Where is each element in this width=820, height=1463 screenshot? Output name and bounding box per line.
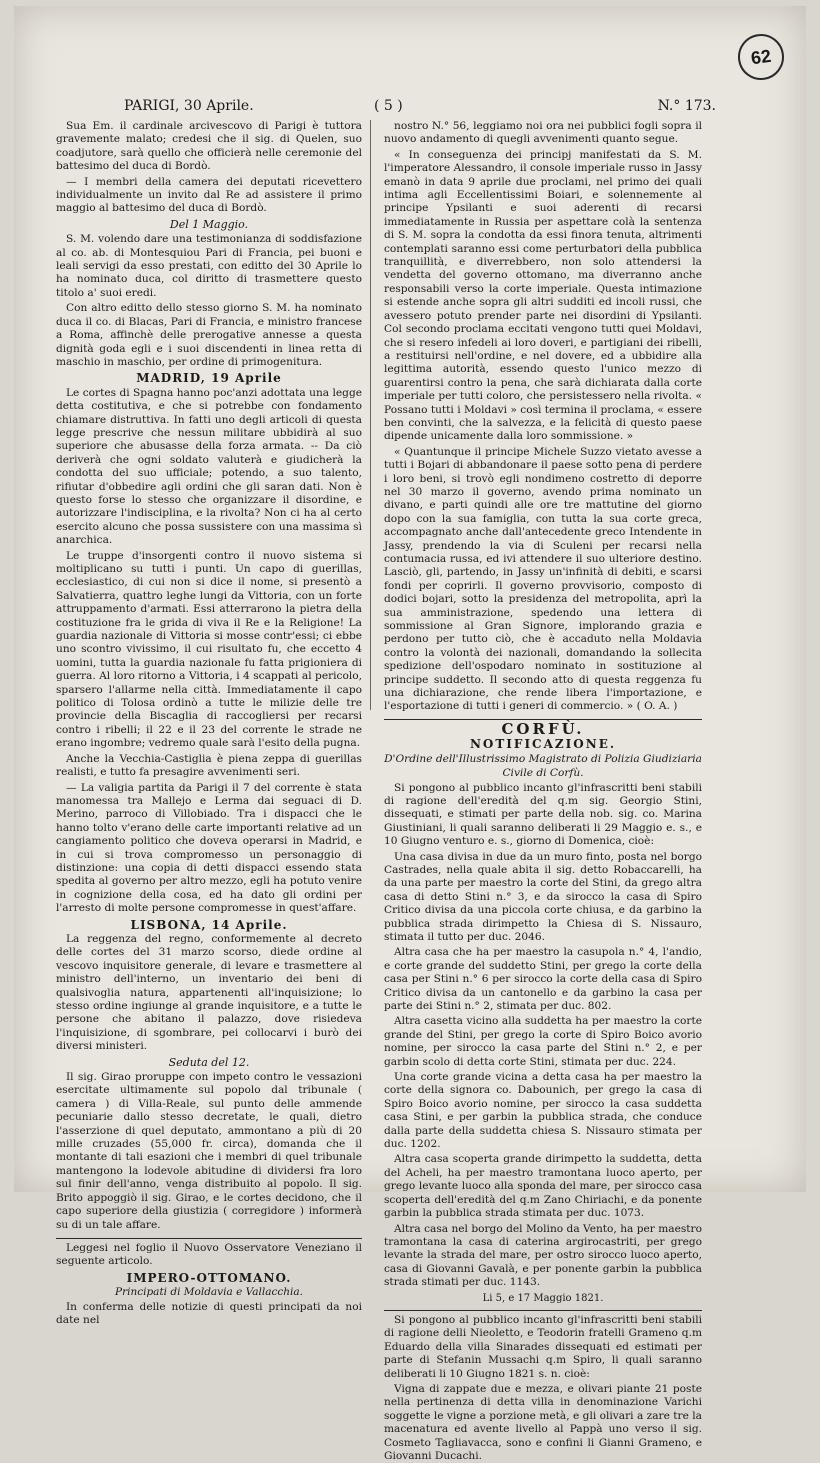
- issue-number: N.° 173.: [657, 98, 716, 114]
- paragraph: Una corte grande vicina a detta casa ha per maestro la corte della signora co. Dabounich, per grego la casa di Spiro Boico avorio nomine, per sirocco la casa suddetta casa Stini, e per garbin la pubblica strada, che conduce dalla parte della suddetta chiesa S. Nissauro stimata per duc. 1202.: [384, 1071, 702, 1151]
- paragraph: La reggenza del regno, conformemente al decreto delle cortes del 31 marzo scorso, diede ordine al vescovo inquisitore generale, di levare e trasmettere al ministro dell'interno, un inventario dei beni di qualsivoglia natura, appartenenti all'inquisizione; lo stesso ordine ingiunge al grande inquisitore, e a tutte le persone che abitano il palazzo, dove risiedeva l'inquisizione, di sgombrare, pei collocarvi i burò dei diversi ministeri.: [56, 932, 362, 1053]
- paragraph: Si pongono al pubblico incanto gl'infrascritti beni stabili di ragione dell'eredità del q.m sig. Georgio Stini, dissequati, e stimati per parte della nob. sig. co. Marina Giustiniani, li quali saranno deliberati li 29 Maggio e. s., e 10 Giugno venturo e. s., giorno di Domenica, cioè:: [384, 781, 702, 848]
- paragraph: — I membri della camera dei deputati ricevettero individualmente un invito dal Re ad assistere il primo maggio al battesimo del duca di Bordò.: [56, 175, 362, 215]
- column-divider: [370, 120, 371, 710]
- section-heading: IMPERO-OTTOMANO.: [126, 1270, 292, 1285]
- paragraph: Con altro editto dello stesso giorno S. M. ha nominato duca il co. di Blacas, Pari di Francia, e ministro francese a Roma, affinchè delle prerogative annesse a questa dignità goda egli e i suoi discendenti in linea retta di maschio in maschio, per ordine di primogenitura.: [56, 302, 362, 368]
- paragraph: Sua Em. il cardinale arcivescovo di Parigi è tuttora gravemente malato; credesi che il sig. di Quelen, suo coadjutore, sarà quello che officierà nelle ceremonie del battesimo del duca di Bordò.: [56, 120, 362, 173]
- section-rule: [384, 1310, 702, 1311]
- paragraph: — La valigia partita da Parigi il 7 del corrente è stata manomessa tra Mallejo e Lerma dai seguaci di D. Merino, parroco di Villobiado. Tra i dispacci che le hanno tolto v'erano delle carte importanti relative ad un cangiamento politico che doveva operarsi in Madrid, e in cui si trova compromesso un personaggio di distinzione: una copia di detti dispacci essendo stata spedita al governo per altro mezzo, egli ha potuto venire in cognizione della cosa, ed ha dato gli ordini per l'arresto di molte persone compromesse in quest'affare.: [56, 781, 362, 915]
- paragraph: S. M. volendo dare una testimonianza di soddisfazione al co. ab. di Montesquiou Pari di Francia, pei buoni e leali servigi da esso prestati, con editto del 30 Aprile lo ha nominato duca, col diritto di trasmettere questo titolo a' suoi eredi.: [56, 233, 362, 299]
- paragraph: Altra casetta vicino alla suddetta ha per maestro la corte grande del Stini, per grego la corte di Spiro Boico avorio nomine, per sirocco la casa parte del Stini n.° 2, e per garbin scolo di detta corte Stini, stimata per duc. 224.: [384, 1015, 702, 1068]
- paragraph: Altra casa scoperta grande dirimpetto la suddetta, detta del Acheli, ha per maestro tramontana luoco aperto, per grego levante luoco alla sponda del mare, per sirocco casa scoperta dell'eredità del q.m Zano Chiriachi, e da ponente garbin la pubblica strada stimata per duc. 1073.: [384, 1153, 702, 1220]
- section-heading: MADRID, 19 Aprile: [136, 371, 282, 386]
- reprint-block: [56, 1238, 362, 1327]
- section-subheading: Principati di Moldavia e Vallacchia.: [115, 1286, 303, 1299]
- header-dateline: PARIGI, 30 Aprile.: [124, 98, 254, 114]
- newspaper-page: [14, 6, 806, 1462]
- left-column: [56, 120, 362, 1326]
- page-header: [44, 98, 776, 120]
- paragraph: Si pongono al pubblico incanto gl'infrascritti beni stabili di ragione delli Nieoletto, e Teodorin fratelli Grameno q.m Eduardo della villa Sinarades dissequati ed estimati per parte di Stefanin Mussachi q.m Spiro, li quali saranno deliberati li 10 Giugno 1821 s. n. cioè:: [384, 1313, 702, 1380]
- section-heading: LISBONA, 14 Aprile.: [130, 917, 288, 932]
- paragraph: « Quantunque il principe Michele Suzzo vietato avesse a tutti i Bojari di abbandonare il paese sotto pena di perdere i loro beni, si trovò egli nondimeno costretto di deporre nel 30 marzo il governo, avendo prima nominato un divano, e parti quindi alle ore tre mattutine del giorno dopo con la sua famiglia, con tutta la sua corte greca, accompagnato anche dall'antecedente greco Intendente in Jassy, prendendo la via di Sculeni per recarsi nella contumacia russa, ed ivi attendere il suo ulteriore destino. Lasciò, gli, partendo, in Jassy un'infinità di debiti, e scarsi fondi per coprirli. Il governo provvisorio, composto di dodici bojari, sotto la presidenza del metropolita, aprì la sua amministrazione, spedendo una lettera di sommissione al Gran Signore, implorando grazia e perdono per tutto ciò, che è accaduto nella Moldavia contro la volontà dei nazionali, domandando la sollecita spedizione dell'ospodaro nominato in sostituzione al principe suddetto. Il secondo atto di questa reggenza fu una dichiarazione, che rende libera l'importazione, e l'esportazione di tutti i generi di commercio. » ( O. A. ): [384, 445, 702, 713]
- notice-title: NOTIFICAZIONE.: [469, 737, 617, 752]
- notice-subtitle: D'Ordine dell'Illustrissimo Magistrato di Polizia Giudiziaria: [384, 752, 702, 765]
- paragraph: « In conseguenza dei principj manifestati da S. M. l'imperatore Alessandro, il console imperiale russo in Jassy emanò in data 9 aprile due proclami, nel primo dei quali intima agli Eccellentissimi Boiari, e solennemente al principe Ypsilanti e suoi aderenti di recarsi immediatamente in Russia per aspettare colà la sentenza di S. M. sopra la condotta da essi finora tenuta, altrimenti contemplati saranno essi come perturbatori della pubblica tranquillità, e diverrebbero, non solo attendersi la vendetta del governo ottomano, ma diverranno anche responsabili verso la corte imperiale. Questa intimazione si estende anche sopra gli altri sudditi ed incoli russi, che avessero potuto prender parte nei disordini di Ypsilanti. Col secondo proclama eccitati vengono tutti quei Moldavi, che si resero infedeli ai loro doveri, e partigiani dei ribelli, a restituirsi nell'ordine, e nel dovere, ed a ubbidire alla legittima autorità, essendo questo l'unico mezzo di guarentirsi contro la pena, che sarà dichiarata dalla corte imperiale per tutti coloro, che persistessero nella rivolta. « Possano tutti i Moldavi » così termina il proclama, « essere ben convinti, che la salvezza, e la felicità di questo paese dipende unicamente dalla loro sommissione. »: [384, 148, 702, 443]
- paragraph: Vigna di zappate due e mezza, e olivari piante 21 poste nella pertinenza di detta villa in denominazione Varichi soggette le vigne a porzione metà, e gli olivari a zare tre la macenatura ed avente livello al Pappà uno verso il sig. Cosmeto Tagliavacca, sono e confini li Gianni Grameno, e Giovanni Ducachi.: [384, 1382, 702, 1462]
- right-column: [384, 120, 702, 1462]
- archive-stamp: 62: [735, 31, 787, 83]
- paragraph: Le truppe d'insorgenti contro il nuovo sistema si moltiplicano su tutti i punti. Un capo di guerillas, ecclesiastico, di cui non si dice il nome, si presentò a Salvatierra, quattro leghe lungi da Vittoria, con un forte attruppamento d'armati. Essi atterrarono la pietra della costituzione fra le grida di viva il Re e la Religione! La guardia nazionale di Vittoria si mosse contr'essi; ci ebbe uno scontro vivissimo, il cui risultato fu, che eccetto 4 uomini, tutta la guardia nazionale fu fatta prigioniera di guerra. Al loro ritorno a Vittoria, i 4 scappati al pericolo, sparsero l'allarme nella città. Immediatamente il capo politico di Tolosa ordinò a tutte le milizie delle tre provincie della Biscaglia di raccogliersi per recarsi contro i ribelli; il 22 e il 23 del corrente le strade ne erano ingombre; vedremo quale sarà l'esito della pugna.: [56, 549, 362, 750]
- section-heading: CORFÙ.: [501, 719, 585, 738]
- paragraph: Altra casa che ha per maestro la casupola n.° 4, l'andio, e corte grande del suddetto Stini, per grego la corte della casa per Stini n.° 6 per sirocco la corte della casa di Spiro Critico divisa da un cantonello e da garbino la casa per parte dei Stini n.° 2, stimata per duc. 802.: [384, 946, 702, 1012]
- paragraph: Altra casa nel borgo del Molino da Vento, ha per maestro tramontana la casa di caterina argirocastriti, per grego levante la strada del mare, per ostro sirocco luoco aperto, casa di Giovanni Gavalà, e per ponente garbin la pubblica strada stimati per duc. 1143.: [384, 1222, 702, 1289]
- notice-subtitle: Civile di Corfù.: [502, 767, 584, 780]
- paragraph: Il sig. Girao proruppe con impeto contro le vessazioni esercitate ultimamente sul popolo dal tribunale ( camera ) di Villa-Reale, sul punto delle ammende pecuniarie dallo stesso decretate, le quali, dietro l'asserzione di quel deputato, ammontano a più di 20 mille cruzades (55,000 fr. circa), domanda che il montante di tali esazioni che i membri di quel tribunale mantengono la lodevole abitudine di dividersi fra loro sul finir dell'anno, venga distribuito al popolo. Il sig. Brito appoggiò il sig. Girao, e le cortes decidono, che il capo superiore della giustizia ( corregidore ) informerà su di un tale affare.: [56, 1071, 362, 1231]
- page-number: ( 5 ): [374, 98, 403, 114]
- paragraph: In conferma delle notizie di questi principati da noi date nel: [56, 1300, 362, 1326]
- paragraph: Anche la Vecchia-Castiglia è piena zeppa di guerillas realisti, e tutto fa presagire avvenimenti seri.: [56, 752, 362, 779]
- paragraph: Una casa divisa in due da un muro finto, posta nel borgo Castrades, nella quale abita il sig. detto Robaccarelli, ha da una parte per maestro la corte del Stini, da grego altra casa di detto Stini n.° 3, e da sirocco la casa di Spiro Critico divisa da una piccola corte chiusa, e da garbino la pubblica strada dirimpetto la Chiesa di S. Nissauro, stimata il tutto per duc. 2046.: [384, 850, 702, 943]
- dateline: Li 5, e 17 Maggio 1821.: [482, 1292, 604, 1304]
- dateline: Del 1 Maggio.: [169, 217, 249, 231]
- dateline: Seduta del 12.: [168, 1055, 250, 1069]
- paragraph: nostro N.° 56, leggiamo noi ora nei pubblici fogli sopra il nuovo andamento di quegli avvenimenti quanto segue.: [384, 120, 702, 146]
- paragraph: Leggesi nel foglio il Nuovo Osservatore Veneziano il seguente articolo.: [56, 1241, 362, 1268]
- paragraph: Le cortes di Spagna hanno poc'anzi adottata una legge detta costitutiva, e che si potrebbe con fondamento chiamare distruttiva. In fatti uno degli articoli di questa legge prescrive che nessun militare ubbidirà al suo superiore che abusasse della forza armata. -- Da ciò deriverà che ogni soldato valuterà e giudicherà la condotta del suo ufficiale; potendo, a suo talento, rifiutar d'obbedire agli ordini che gli saran dati. Non è questo forse lo stesso che organizzare il disordine, e autorizzare l'indisciplina, e la rivolta? Non ci ha al certo esercito alcuno che possa sussistere con una massima sì anarchica.: [56, 386, 362, 547]
